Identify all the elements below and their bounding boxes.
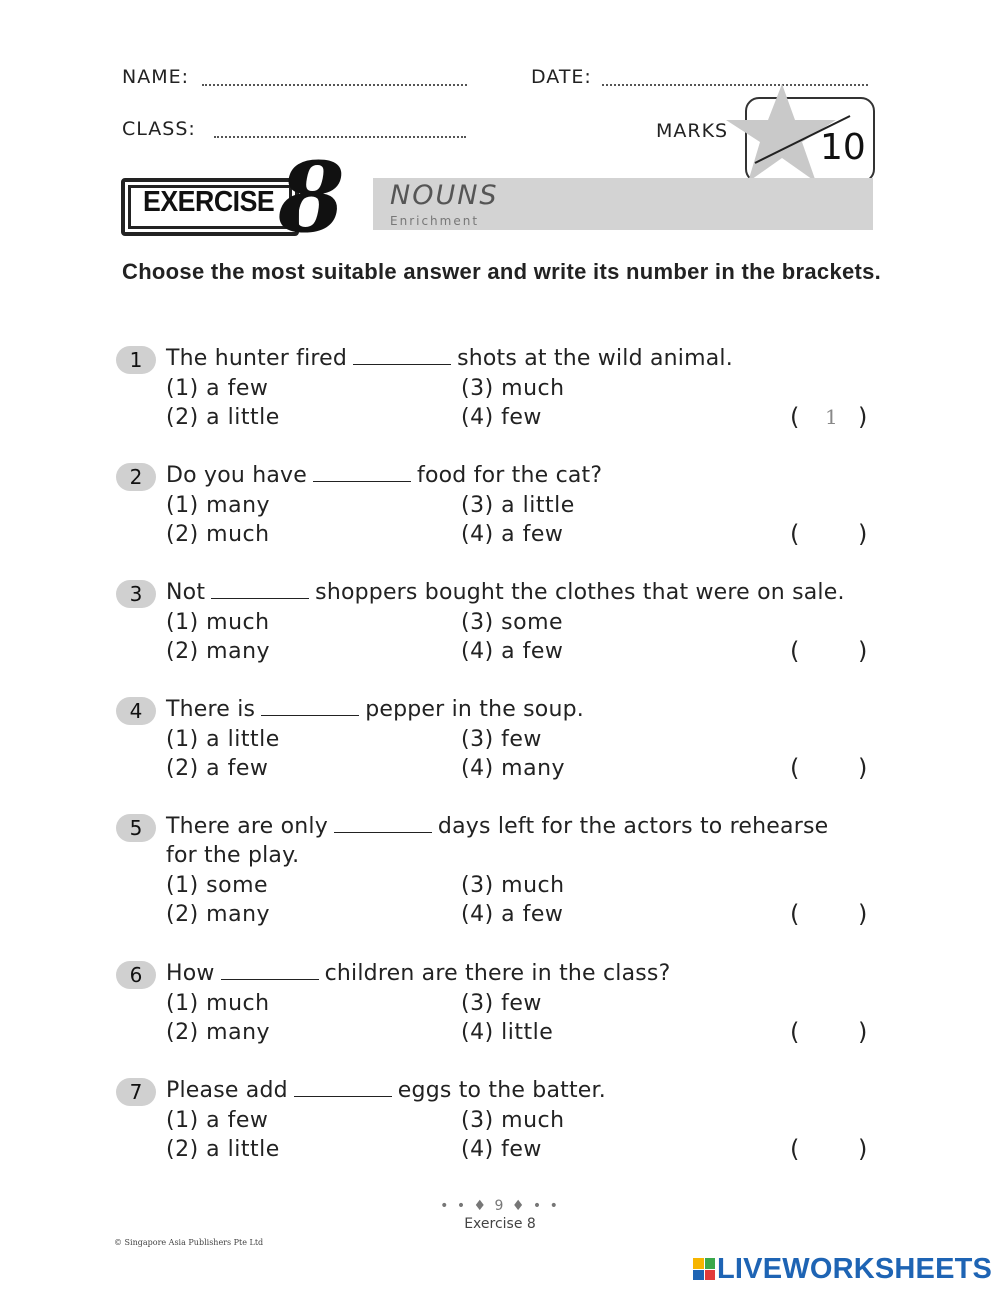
bracket-close: ) (858, 1018, 868, 1046)
question-text-before: Not (166, 580, 206, 605)
bracket-close: ) (858, 520, 868, 548)
option-4: (4) little (461, 1020, 554, 1045)
footer-page-number: • • ♦ 9 ♦ • • (440, 1198, 560, 1214)
class-label: CLASS: (122, 118, 196, 140)
liveworksheets-icon (693, 1258, 715, 1280)
question-text-before: Please add (166, 1078, 288, 1103)
question-text-before: There is (166, 697, 256, 722)
bracket-close: ) (858, 754, 868, 782)
question-number: 2 (116, 463, 156, 491)
option-1: (1) some (166, 873, 269, 898)
option-4: (4) few (461, 405, 542, 430)
bracket-open: ( (790, 637, 800, 665)
option-1: (1) a few (166, 376, 269, 401)
question-number: 1 (116, 346, 156, 374)
question-text-after: pepper in the soup. (365, 697, 584, 722)
answer-blank (261, 697, 359, 716)
question-number: 4 (116, 697, 156, 725)
question-text-after: eggs to the batter. (397, 1078, 606, 1103)
option-3: (3) a little (461, 493, 575, 518)
option-1: (1) much (166, 610, 270, 635)
bracket-close: ) (858, 900, 868, 928)
question-text-before: Do you have (166, 463, 307, 488)
question-text-before: How (166, 961, 215, 986)
option-2: (2) a little (166, 405, 280, 430)
liveworksheets-text: LIVEWORKSHEETS (717, 1252, 993, 1285)
bracket-open: ( (790, 900, 800, 928)
answer-blank (294, 1078, 392, 1097)
answer-blank (211, 580, 309, 599)
question-text-after: food for the cat? (417, 463, 603, 488)
option-3: (3) some (461, 610, 564, 635)
option-1: (1) a few (166, 1108, 269, 1133)
option-2: (2) many (166, 639, 271, 664)
name-field[interactable] (202, 84, 467, 86)
option-2: (2) a few (166, 756, 269, 781)
bracket-open: ( (790, 1135, 800, 1163)
option-2: (2) many (166, 1020, 271, 1045)
answer-blank (334, 814, 432, 833)
option-2: (2) much (166, 522, 270, 547)
option-4: (4) a few (461, 902, 564, 927)
option-3: (3) much (461, 1108, 565, 1133)
bracket-open: ( (790, 1018, 800, 1046)
topic-title: NOUNS (390, 180, 499, 211)
name-label: NAME: (122, 66, 190, 88)
option-3: (3) much (461, 376, 565, 401)
question-text-after: shots at the wild animal. (457, 346, 733, 371)
marks-label: MARKS (656, 120, 729, 142)
question-text-after: shoppers bought the clothes that were on sale. (315, 580, 845, 605)
option-2: (2) a little (166, 1137, 280, 1162)
marks-total: 10 (820, 127, 866, 168)
question-text (166, 814, 828, 839)
answer-blank (221, 961, 319, 980)
liveworksheets-logo[interactable] (693, 1254, 992, 1284)
class-field[interactable] (214, 136, 466, 138)
answer-blank (313, 463, 411, 482)
bracket-open: ( (790, 403, 800, 431)
question-text-before: There are only (166, 814, 328, 839)
option-3: (3) few (461, 991, 542, 1016)
question-text (166, 1078, 606, 1103)
question-text (166, 961, 670, 986)
bracket-close: ) (858, 637, 868, 665)
question-text-after: children are there in the class? (324, 961, 671, 986)
option-4: (4) many (461, 756, 566, 781)
option-2: (2) many (166, 902, 271, 927)
option-4: (4) few (461, 1137, 542, 1162)
bracket-open: ( (790, 520, 800, 548)
question-text-after: days left for the actors to rehearse (437, 814, 829, 839)
option-1: (1) a little (166, 727, 280, 752)
question-text-before: The hunter fired (166, 346, 348, 371)
option-4: (4) a few (461, 522, 564, 547)
bracket-close: ) (858, 1135, 868, 1163)
footer-exercise-label: Exercise 8 (464, 1216, 536, 1232)
question-number: 7 (116, 1078, 156, 1106)
exercise-word: EXERCISE (143, 186, 275, 218)
answer-input[interactable]: 1 (825, 405, 838, 429)
bracket-close: ) (858, 403, 868, 431)
option-1: (1) much (166, 991, 270, 1016)
question-text (166, 346, 733, 371)
question-number: 3 (116, 580, 156, 608)
bracket-open: ( (790, 754, 800, 782)
exercise-number: 8 (278, 141, 345, 254)
question-text (166, 580, 845, 605)
answer-blank (353, 346, 451, 365)
question-text (166, 463, 602, 488)
instructions: Choose the most suitable answer and write its number in the brackets. (122, 259, 882, 284)
option-3: (3) much (461, 873, 565, 898)
question-number: 5 (116, 814, 156, 842)
topic-subtitle: Enrichment (390, 214, 480, 228)
question-number: 6 (116, 961, 156, 989)
question-text-continued: for the play. (166, 843, 300, 868)
option-1: (1) many (166, 493, 271, 518)
question-text (166, 697, 584, 722)
option-4: (4) a few (461, 639, 564, 664)
option-3: (3) few (461, 727, 542, 752)
copyright: © Singapore Asia Publishers Pte Ltd (114, 1238, 264, 1247)
date-label: DATE: (531, 66, 592, 88)
